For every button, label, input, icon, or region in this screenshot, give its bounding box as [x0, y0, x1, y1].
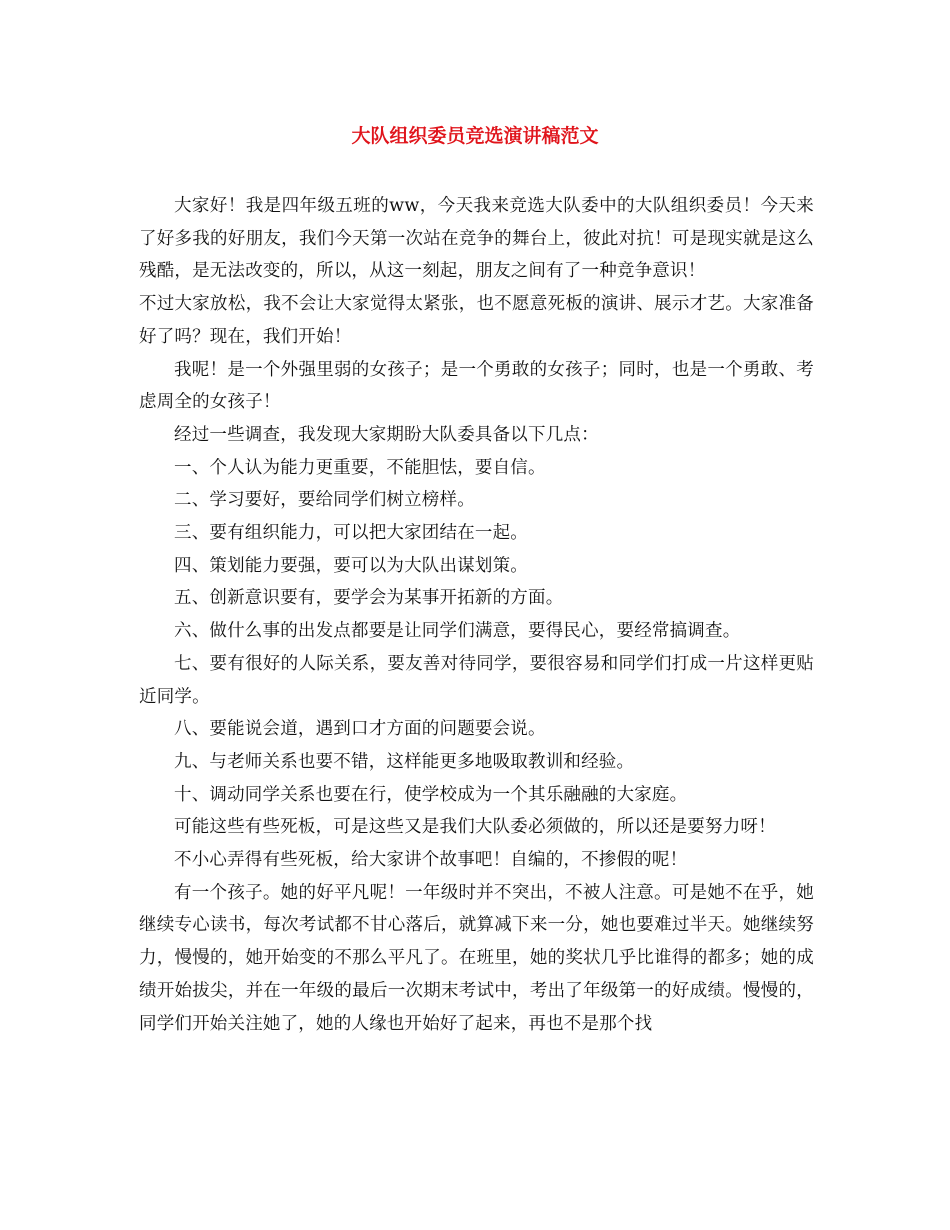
paragraph-self-intro: 我呢！是一个外强里弱的女孩子；是一个勇敢的女孩子；同时，也是一个勇敢、考虑周全的女孩子！	[139, 359, 814, 413]
paragraph-story: 有一个孩子。她的好平凡呢！一年级时并不突出，不被人注意。可是她不在乎，她继续专心读书，每次考试都不甘心落后，就算减下来一分，她也要难过半天。她继续努力，慢慢的，她开始变的不那么平凡了。在班里，她的奖状几乎比谁得的都多；她的成绩开始拔尖，并在一年级的最后一次期末考试中，考出了年级第一的好成绩。慢慢的，同学们开始关注她了，她的人缘也开始好了起来，再也不是那个找	[139, 882, 814, 1034]
list-item: 二、学习要好，要给同学们树立榜样。	[174, 490, 475, 511]
list-item: 五、创新意识要有，要学会为某事开拓新的方面。	[174, 588, 564, 609]
list-item: 四、策划能力要强，要可以为大队出谋划策。	[174, 555, 528, 576]
paragraph-story-intro: 不小心弄得有些死板，给大家讲个故事吧！自编的，不掺假的呢！	[174, 850, 688, 871]
list-item: 六、做什么事的出发点都要是让同学们满意，要得民心，要经常搞调查。	[174, 621, 741, 642]
paragraph-effort: 可能这些有些死板，可是这些又是我们大队委必须做的，所以还是要努力呀！	[174, 817, 776, 838]
list-item: 十、调动同学关系也要在行，使学校成为一个其乐融融的大家庭。	[174, 784, 688, 805]
paragraph-greeting: 大家好！我是四年级五班的ww，今天我来竞选大队委中的大队组织委员！今天来了好多我的好朋友，我们今天第一次站在竞争的舞台上，彼此对抗！可是现实就是这么残酷，是无法改变的，所以，从这一刻起，朋友之间有了一种竞争意识！	[139, 196, 814, 282]
list-item: 三、要有组织能力，可以把大家团结在一起。	[174, 523, 528, 544]
list-item: 一、个人认为能力更重要，不能胆怯，要自信。	[174, 457, 546, 478]
list-item: 七、要有很好的人际关系，要友善对待同学，要很容易和同学们打成一片这样更贴近同学。	[139, 653, 814, 707]
document-title: 大队组织委员竞选演讲稿范文	[351, 125, 599, 147]
paragraph-relax: 不过大家放松，我不会让大家觉得太紧张，也不愿意死板的演讲、展示才艺。大家准备好了吗？现在，我们开始！	[139, 294, 814, 347]
paragraph-survey: 经过一些调查，我发现大家期盼大队委具备以下几点：	[174, 424, 599, 445]
list-item: 八、要能说会道，遇到口才方面的问题要会说。	[174, 719, 546, 740]
list-item: 九、与老师关系也要不错，这样能更多地吸取教训和经验。	[174, 751, 635, 772]
document-body	[139, 190, 814, 1040]
